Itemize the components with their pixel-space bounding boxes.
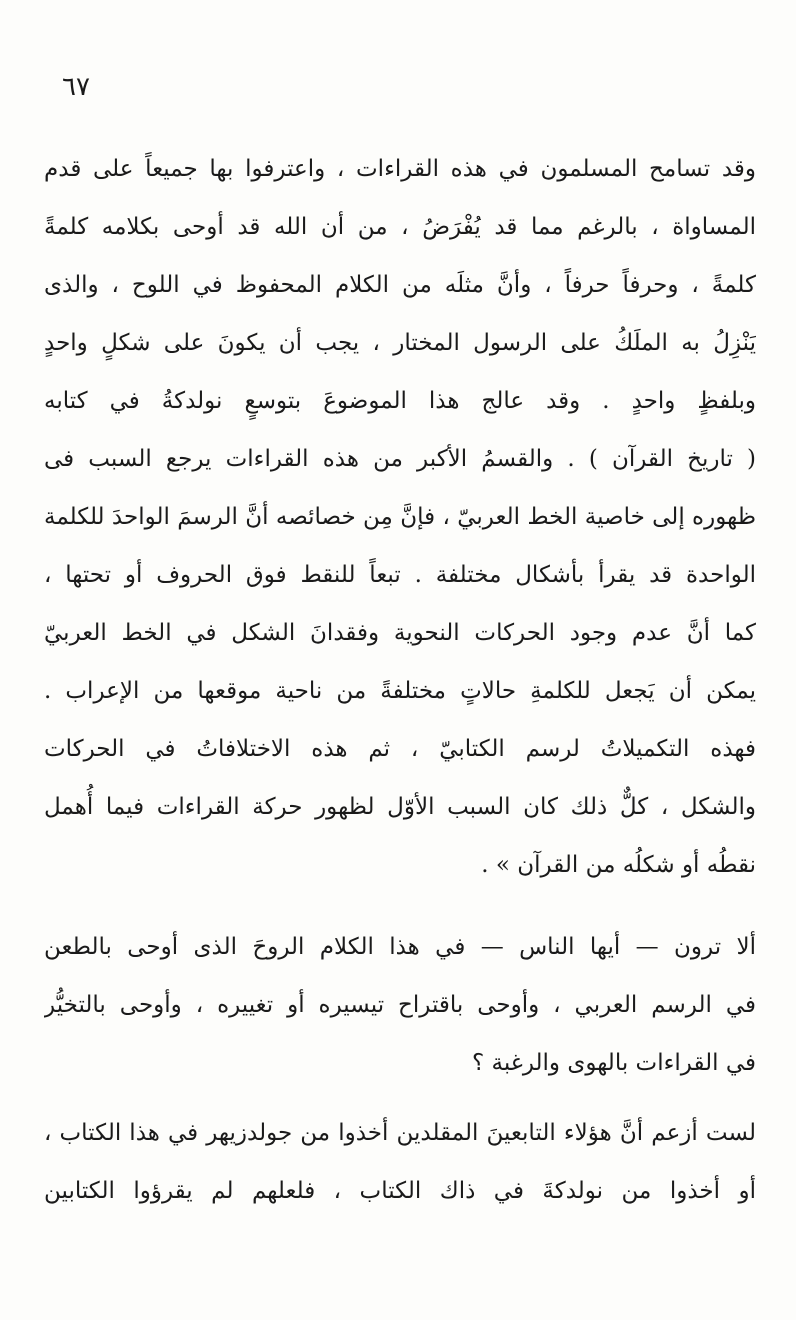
text-line: وقد تسامح المسلمون في هذه القراءات ، واعترفوا بها جميعاً على قدم: [44, 156, 756, 182]
text-line: يَنْزِلُ به الملَكُ على الرسول المختار ، يجب أن يكونَ على شكلٍ واحدٍ: [44, 330, 756, 356]
page-number: ٦٧: [62, 72, 90, 102]
text-line: والشكل ، كلٌّ ذلك كان السبب الأوّل لظهور حركة القراءات فيما أُهمل: [44, 794, 756, 820]
paragraph-3: [44, 1104, 756, 1220]
text-line: لست أزعم أنَّ هؤلاء التابعينَ المقلدين أخذوا من جولدزيهر في هذا الكتاب ،: [44, 1120, 756, 1146]
text-line: ألا ترون — أيها الناس — في هذا الكلام الروحَ الذى أوحى بالطعن: [44, 934, 756, 960]
text-line: فهذه التكميلاتُ لرسم الكتابيّ ، ثم هذه الاختلافاتُ في الحركات: [44, 736, 756, 762]
text-line: وبلفظٍ واحدٍ . وقد عالج هذا الموضوعَ بتوسعٍ نولدكةُ في كتابه: [44, 388, 756, 414]
paragraph-2: [44, 918, 756, 1092]
text-line: يمكن أن يَجعل للكلمةِ حالاتٍ مختلفةً من ناحية موقعها من الإعراب .: [44, 678, 756, 704]
text-line: ظهوره إلى خاصية الخط العربيّ ، فإنَّ مِن خصائصه أنَّ الرسمَ الواحدَ للكلمة: [44, 504, 756, 530]
paragraph-1: [44, 140, 756, 894]
text-line: المساواة ، بالرغم مما قد يُفْرَضُ ، من أن الله قد أوحى بكلامه كلمةً: [44, 214, 756, 240]
text-line: ( تاريخ القرآن ) . والقسمُ الأكبر من هذه القراءات يرجع السبب فى: [44, 446, 756, 472]
text-line: نقطُه أو شكلُه من القرآن » .: [481, 852, 756, 878]
text-line: في الرسم العربي ، وأوحى باقتراح تيسيره أو تغييره ، وأوحى بالتخيُّر: [44, 992, 756, 1018]
text-line: في القراءات بالهوى والرغبة ؟: [472, 1050, 756, 1076]
text-line: كلمةً ، وحرفاً حرفاً ، وأنَّ مثلَه من الكلام المحفوظ في اللوح ، والذى: [44, 272, 756, 298]
text-line: أو أخذوا من نولدكةَ في ذاك الكتاب ، فلعلهم لم يقرؤوا الكتابين: [44, 1178, 756, 1204]
text-line: كما أنَّ عدم وجود الحركات النحوية وفقدانَ الشكل في الخط العربيّ: [44, 620, 756, 646]
text-line: الواحدة قد يقرأ بأشكال مختلفة . تبعاً للنقط فوق الحروف أو تحتها ،: [44, 562, 756, 588]
